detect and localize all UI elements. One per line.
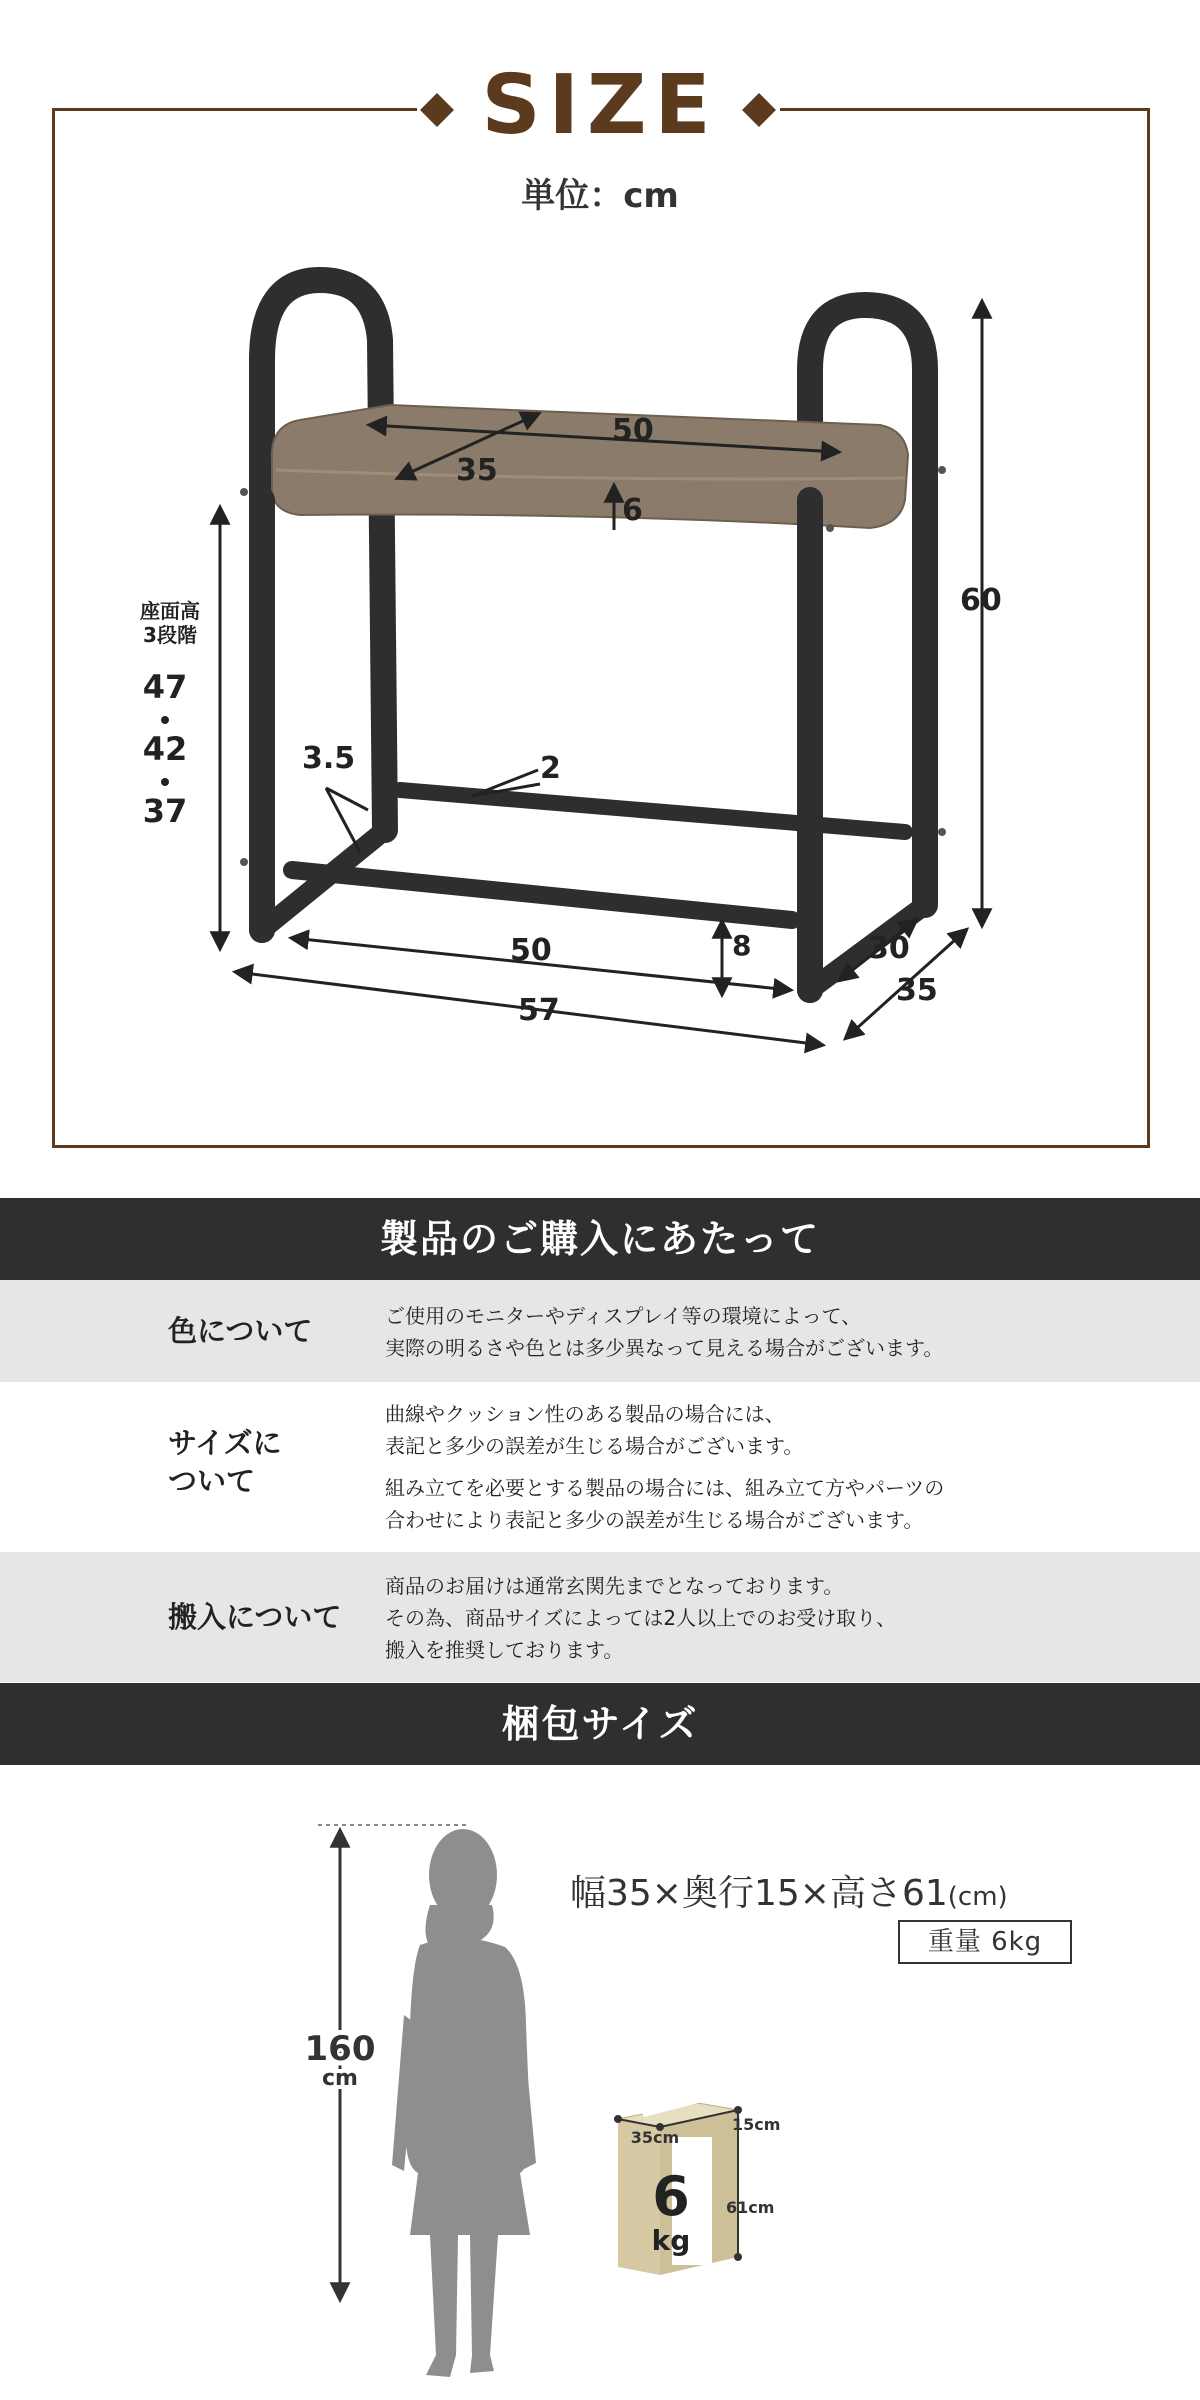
person-height-number: 160 (304, 2029, 376, 2069)
box-weight-number: 6 (652, 2165, 690, 2228)
person-silhouette-icon (392, 1829, 536, 2377)
row-size-line-4: 合わせにより表記と多少の誤差が生じる場合がございます。 (385, 1508, 924, 1532)
purchase-title: 製品のご購入にあたって (379, 1217, 820, 1261)
seat-height-label-line1 (140, 599, 200, 647)
dim-bar-height: 8 (732, 929, 752, 962)
size-title: SIZE (481, 58, 719, 153)
bench-dimension-diagram (0, 0, 1200, 1160)
dim-seat-depth: 35 (456, 453, 498, 488)
dim-frame-tube: 3.5 (302, 741, 356, 776)
dim-inner-width: 50 (510, 933, 552, 968)
seat-height-47: 47 (142, 668, 188, 706)
box-width-label: 35cm (630, 2128, 680, 2147)
dim-total-width: 57 (518, 993, 560, 1028)
package-dimensions (570, 1865, 1008, 1916)
row-color-body (385, 1300, 943, 1364)
row-size-line-2: 表記と多少の誤差が生じる場合がございます。 (385, 1434, 804, 1458)
row-delivery-line-3: 搬入を推奨しております。 (385, 1638, 624, 1662)
seat-height-label-part: 座面高 (140, 599, 200, 623)
package-dimensions-unit: (cm) (947, 1882, 1008, 1912)
row-delivery-body (385, 1570, 896, 1666)
unit-label: 単位：cm (521, 176, 679, 216)
row-color (0, 1280, 1200, 1382)
dim-total-depth: 35 (896, 973, 938, 1008)
row-size-line-3: 組み立てを必要とする製品の場合には、組み立て方やパーツの (385, 1476, 945, 1500)
row-delivery-line-2: その為、商品サイズによっては2人以上でのお受け取り、 (385, 1606, 897, 1630)
row-size-body (385, 1398, 944, 1536)
package-title: 梱包サイズ (501, 1702, 699, 1746)
package-section (0, 1765, 1200, 2400)
row-size (0, 1382, 1200, 1552)
dim-height: 60 (960, 583, 1002, 618)
row-color-heading: 色について (168, 1314, 313, 1348)
seat-height-42: 42 (142, 730, 188, 768)
dim-inner-depth: 30 (868, 931, 910, 966)
box-depth-label: 15cm (732, 2115, 781, 2134)
row-delivery (0, 1552, 1200, 1682)
purchase-title-bar (0, 1198, 1200, 1280)
row-size-heading: サイズに ついて (168, 1426, 282, 1498)
row-delivery-line-1: 商品のお届けは通常玄関先までとなっております。 (385, 1574, 844, 1598)
box-weight-unit: kg (651, 2224, 691, 2257)
row-delivery-heading: 搬入について (168, 1600, 342, 1634)
dim-cushion: 6 (622, 493, 643, 528)
dim-bar-tube: 2 (540, 751, 561, 786)
row-size-line-1: 曲線やクッション性のある製品の場合には、 (385, 1402, 785, 1426)
package-weight-box: 重量 6kg (898, 1920, 1072, 1964)
package-dimensions-text: 幅35×奥行15×高さ61 (570, 1873, 948, 1914)
seat-height-label-part: 3段階 (143, 623, 197, 647)
dim-seat-width: 50 (612, 413, 654, 448)
seat-height-37: 37 (142, 792, 188, 830)
package-illustration (0, 1765, 1200, 2400)
person-height-unit: cm (322, 2066, 358, 2091)
package-title-bar (0, 1683, 1200, 1765)
bench-frame (262, 280, 925, 990)
box-height-label: 61cm (726, 2198, 775, 2217)
row-color-line-1: ご使用のモニターやディスプレイ等の環境によって、 (385, 1304, 862, 1328)
row-color-line-2: 実際の明るさや色とは多少異なって見える場合がございます。 (385, 1336, 944, 1360)
